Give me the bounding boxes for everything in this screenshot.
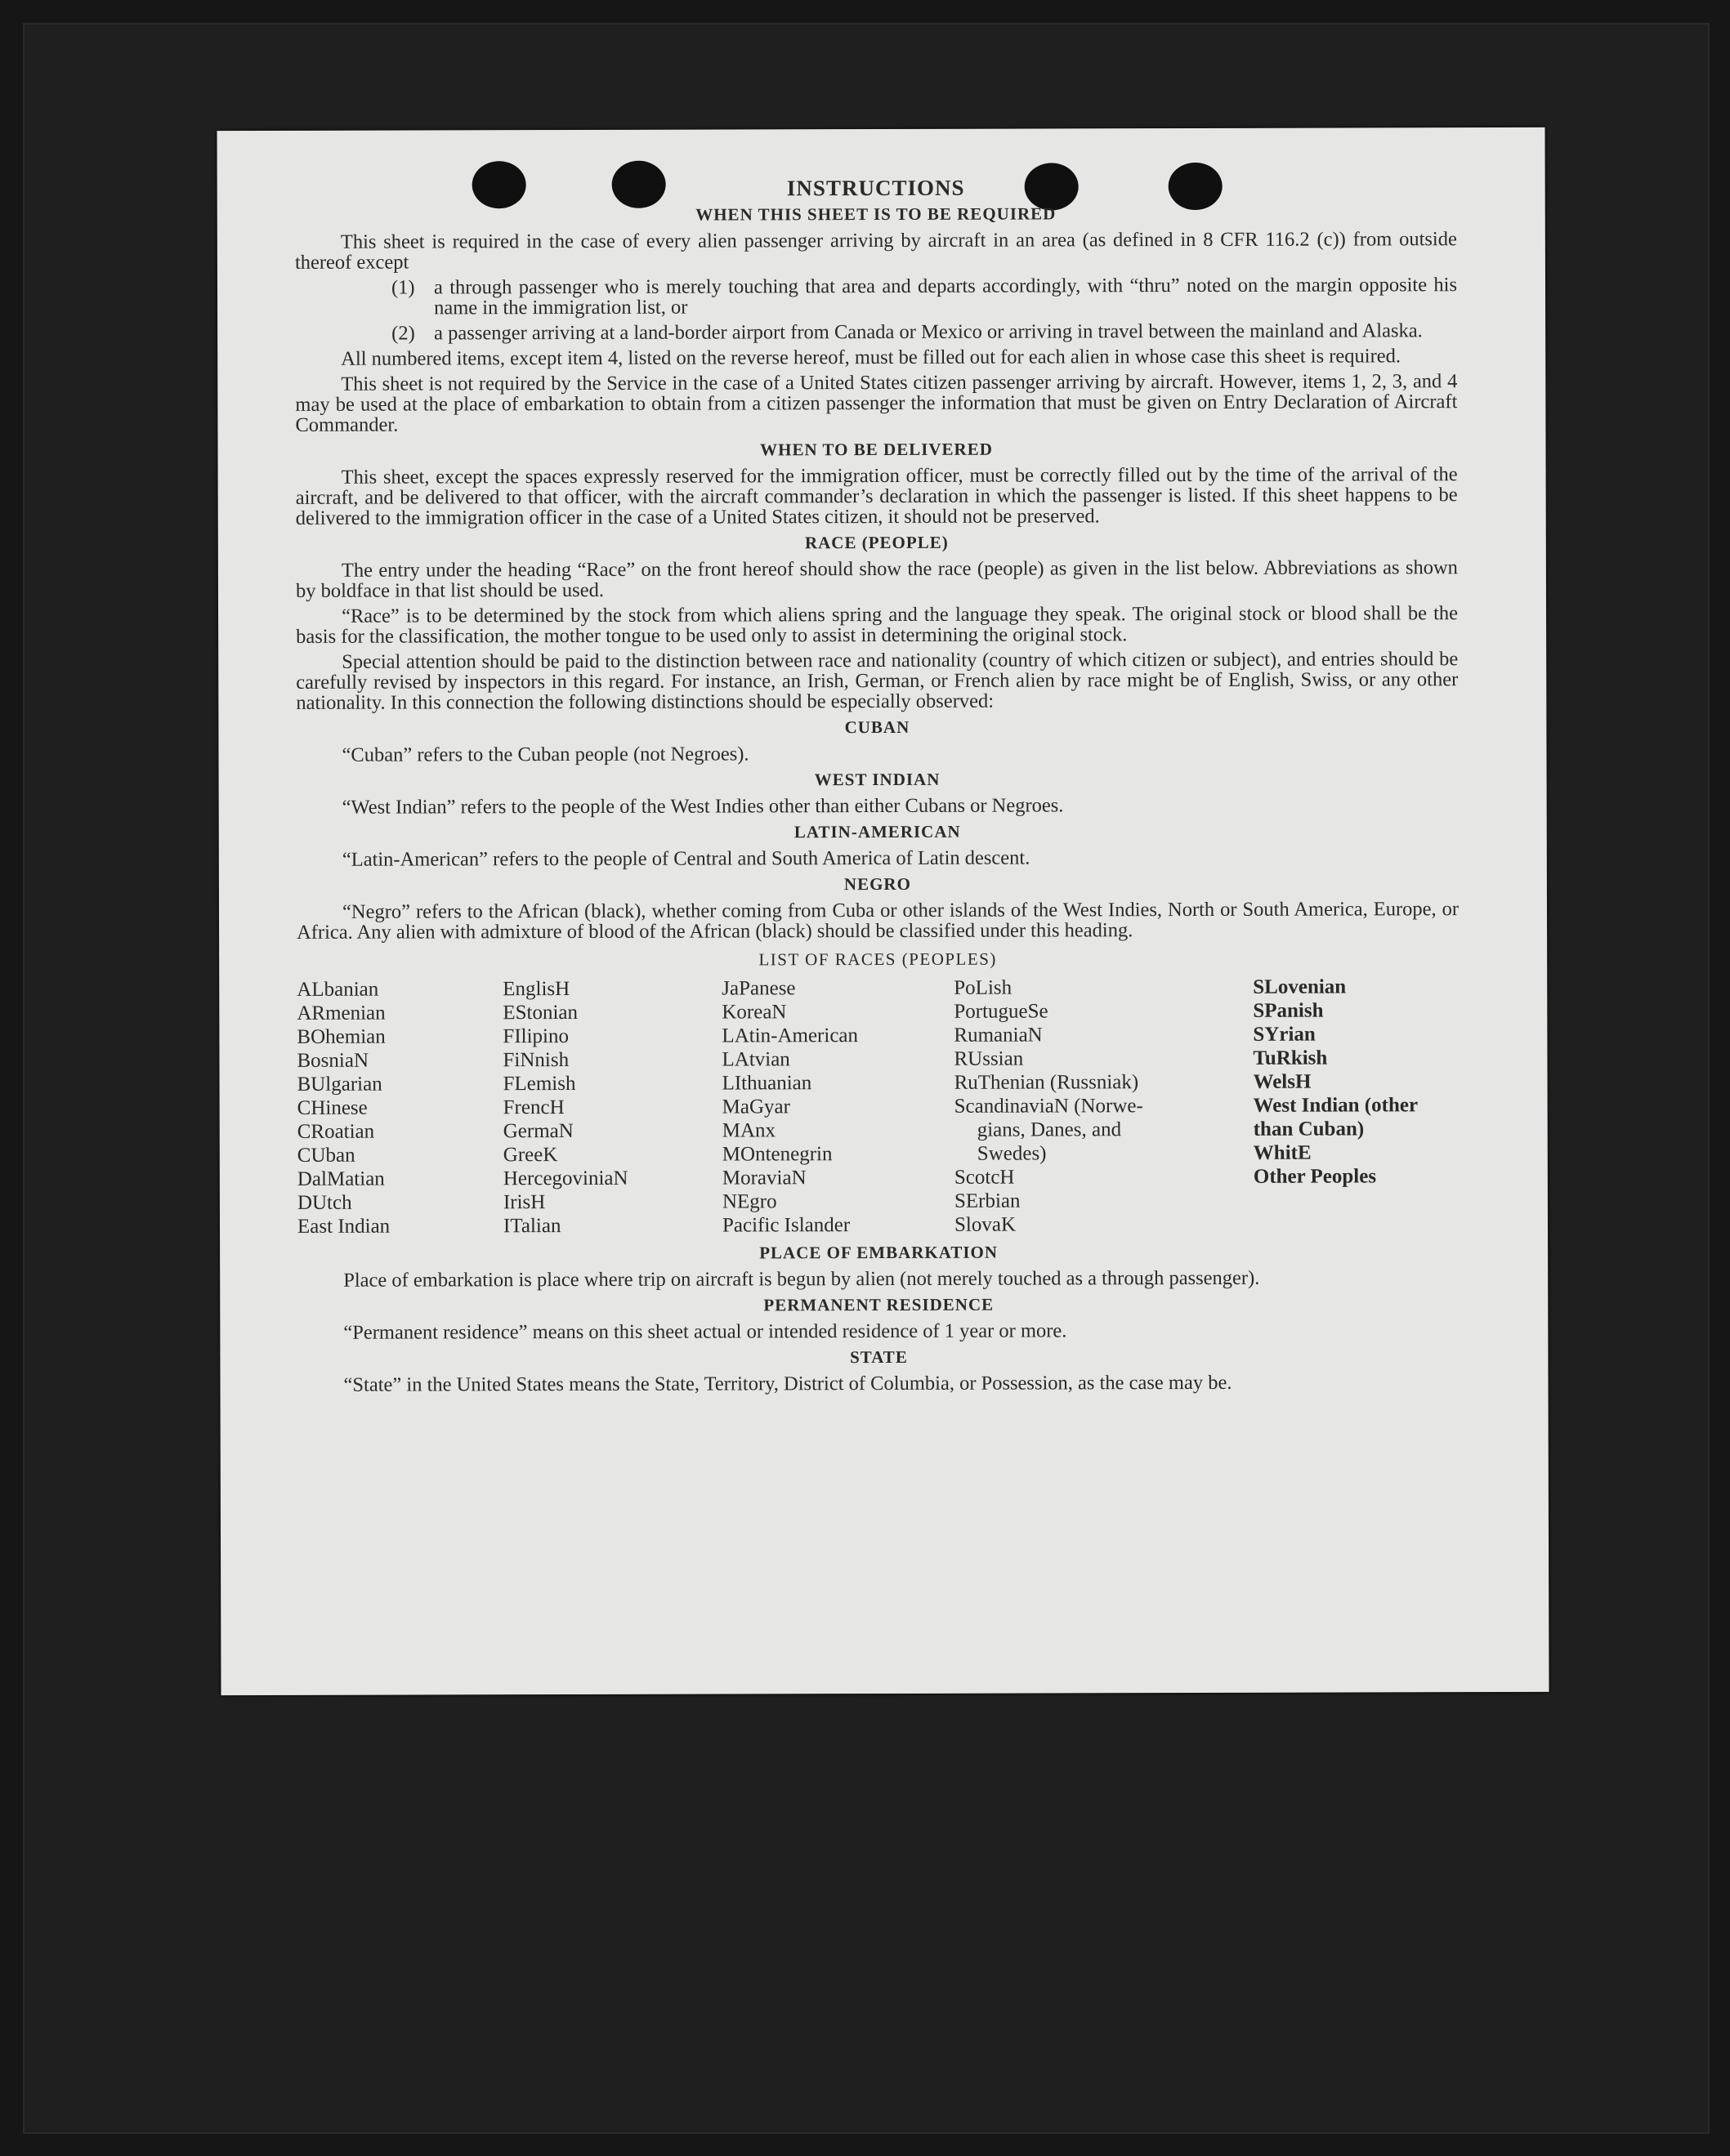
race-entry: FLemish — [503, 1072, 576, 1096]
race-entry: JaPanese — [722, 977, 796, 1000]
race-entry: SlovaK — [954, 1213, 1017, 1236]
item-number: (2) — [391, 322, 415, 345]
race-entry: HercegoviniaN — [503, 1167, 628, 1190]
race-entry: FiNnish — [503, 1049, 570, 1072]
race-entry: BOhemian — [297, 1025, 386, 1048]
race-entry: gians, Danes, and — [977, 1118, 1122, 1141]
race-entry: than Cuban) — [1253, 1118, 1365, 1140]
list-item — [295, 275, 1457, 319]
race-entry: KoreaN — [722, 1001, 787, 1024]
paragraph: “Latin-American” refers to the people of Central and South America of Latin descent. — [342, 846, 1030, 871]
paragraph: “Race” is to be determined by the stock from which aliens spring and the language they speak. The original stock or blood shall be the basis for the classification, the mother tongue to be used only to assist in determining the original stock. — [296, 602, 1459, 648]
race-entry: FIlipino — [503, 1025, 570, 1048]
race-entry: BosniaN — [297, 1049, 369, 1072]
race-entry: LIthuanian — [722, 1072, 812, 1095]
race-entry: WelsH — [1253, 1070, 1312, 1093]
race-entry: RUssian — [954, 1047, 1024, 1070]
paragraph: “West Indian” refers to the people of the West Indies other than either Cubans or Negroes. — [342, 794, 1064, 819]
section-heading: PLACE OF EMBARKATION — [759, 1242, 999, 1263]
race-entry: DalMatian — [297, 1167, 385, 1190]
section-heading: WHEN THIS SHEET IS TO BE REQUIRED — [695, 203, 1057, 225]
paragraph: “Negro” refers to the African (black), whether coming from Cuba or other islands of the West Indies, North or South America, Europe, or Africa. Any alien with admixture of blood of the African (black) should be classified under this heading. — [297, 898, 1460, 944]
races-column — [503, 977, 722, 1239]
race-entry: SYrian — [1253, 1023, 1316, 1046]
race-entry: RumaniaN — [954, 1024, 1043, 1047]
race-entry: ScotcH — [954, 1166, 1015, 1189]
item-text: a passenger arriving at a land-border airport from Canada or Mexico or arriving in travel between the mainland and Alaska. — [434, 319, 1423, 345]
races-column — [954, 975, 1254, 1237]
race-entry: ITalian — [503, 1215, 561, 1238]
race-entry: MAnx — [722, 1119, 776, 1142]
section-heading: NEGRO — [843, 873, 911, 895]
paragraph: “Permanent residence” means on this sheet actual or intended residence of 1 year or more. — [343, 1319, 1067, 1344]
race-entry: MoraviaN — [722, 1167, 807, 1190]
race-entry: DUtch — [297, 1191, 352, 1214]
race-entry: IrisH — [503, 1191, 546, 1214]
race-entry: CRoatian — [297, 1120, 375, 1143]
document-page — [217, 127, 1549, 1695]
paragraph: This sheet is not required by the Service in the case of a United States citizen passenger arriving by aircraft. However, items 1, 2, 3, and 4 may be used at the place of embarkation to obtain from a citizen passenger the information that must be given on Entry Declaration of Aircraft Commander. — [295, 370, 1458, 436]
race-entry: LAtvian — [722, 1048, 790, 1071]
paragraph: Special attention should be paid to the distinction between race and nationality (country of which citizen or subject), and entries should be carefully revised by inspectors in this regard. For instance, an Irish, German, or French alien by race might be of English, Swiss, or any other nationality. In this connection the following distinctions should be especially observed: — [296, 648, 1459, 714]
section-heading: CUBAN — [844, 716, 910, 738]
race-entry: ARmenian — [297, 1002, 386, 1024]
race-entry: GermaN — [503, 1119, 574, 1143]
race-entry: GreeK — [503, 1144, 558, 1167]
paragraph: This sheet, except the spaces expressly reserved for the immigration officer, must be correctly filled out by the time of the arrival of the aircraft, and be delivered to that officer, with the aircraft commander’s declaration in which the passenger is listed. If this sheet happens to be delivered to the immigration officer in the case of a United States citizen, it should not be preserved. — [295, 463, 1458, 529]
section-heading: PERMANENT RESIDENCE — [763, 1294, 995, 1315]
race-entry: MOntenegrin — [722, 1143, 833, 1166]
race-entry: NEgro — [722, 1190, 777, 1213]
section-heading: STATE — [850, 1346, 908, 1368]
race-entry: BUlgarian — [297, 1073, 382, 1096]
race-entry: EStonian — [503, 1001, 579, 1024]
race-entry: SPanish — [1253, 999, 1324, 1022]
race-entry: RuThenian (Russniak) — [954, 1071, 1139, 1094]
race-entry: MaGyar — [722, 1096, 790, 1118]
race-entry: FrencH — [503, 1096, 565, 1119]
race-entry: WhitE — [1253, 1141, 1312, 1164]
item-number: (1) — [391, 276, 415, 299]
paragraph: “State” in the United States means the State, Territory, District of Columbia, or Possession, as the case may be. — [343, 1371, 1232, 1396]
section-heading: WEST INDIAN — [814, 769, 941, 790]
paragraph: “Cuban” refers to the Cuban people (not Negroes). — [342, 743, 749, 766]
section-heading: RACE (PEOPLE) — [804, 532, 949, 553]
race-entry: LAtin-American — [722, 1024, 859, 1047]
race-entry: TuRkish — [1253, 1047, 1328, 1069]
races-list — [297, 975, 1460, 1239]
race-entry: East Indian — [297, 1215, 391, 1238]
races-column — [1253, 975, 1460, 1236]
race-entry: SErbian — [954, 1190, 1021, 1212]
race-entry: West Indian (other — [1253, 1094, 1419, 1117]
race-entry: ALbanian — [297, 978, 379, 1001]
paragraph: This sheet is required in the case of every alien passenger arriving by aircraft in an area (as defined in 8 CFR 116.2 (c)) from outside thereof except — [294, 228, 1457, 274]
paragraph: The entry under the heading “Race” on the front hereof should show the race (people) as given in the list below. Abbreviations as shown by boldface in that list should be used. — [295, 556, 1458, 602]
race-entry: EnglisH — [503, 978, 570, 1001]
page-title: INSTRUCTIONS — [786, 175, 965, 201]
paragraph: All numbered items, except item 4, listed on the reverse hereof, must be filled out for each alien in whose case this sheet is required. — [341, 345, 1401, 370]
race-entry: Other Peoples — [1253, 1165, 1377, 1188]
paragraph: Place of embarkation is place where trip on aircraft is begun by alien (not merely touched as a through passenger). — [343, 1266, 1260, 1292]
list-item — [295, 320, 1457, 344]
races-column — [722, 976, 954, 1238]
section-heading: LATIN-AMERICAN — [793, 821, 961, 842]
instructions-text — [295, 176, 1460, 1400]
race-entry: PoLish — [954, 976, 1013, 999]
race-entry: ScandinaviaN (Norwe- — [954, 1095, 1143, 1118]
race-entry: Swedes) — [977, 1142, 1047, 1165]
race-entry: Pacific Islander — [722, 1214, 851, 1237]
section-heading: WHEN TO BE DELIVERED — [760, 439, 993, 460]
race-entry: CUban — [297, 1144, 355, 1167]
item-text: a through passenger who is merely touching that area and departs accordingly, with “thru” noted on the margin opposite his name in the immigration list, or — [433, 274, 1458, 319]
race-entry: SLovenian — [1253, 975, 1347, 998]
race-entry: CHinese — [297, 1096, 368, 1119]
section-heading: LIST OF RACES (PEOPLES) — [758, 949, 997, 970]
races-column — [297, 977, 503, 1239]
race-entry: PortugueSe — [954, 1000, 1048, 1023]
